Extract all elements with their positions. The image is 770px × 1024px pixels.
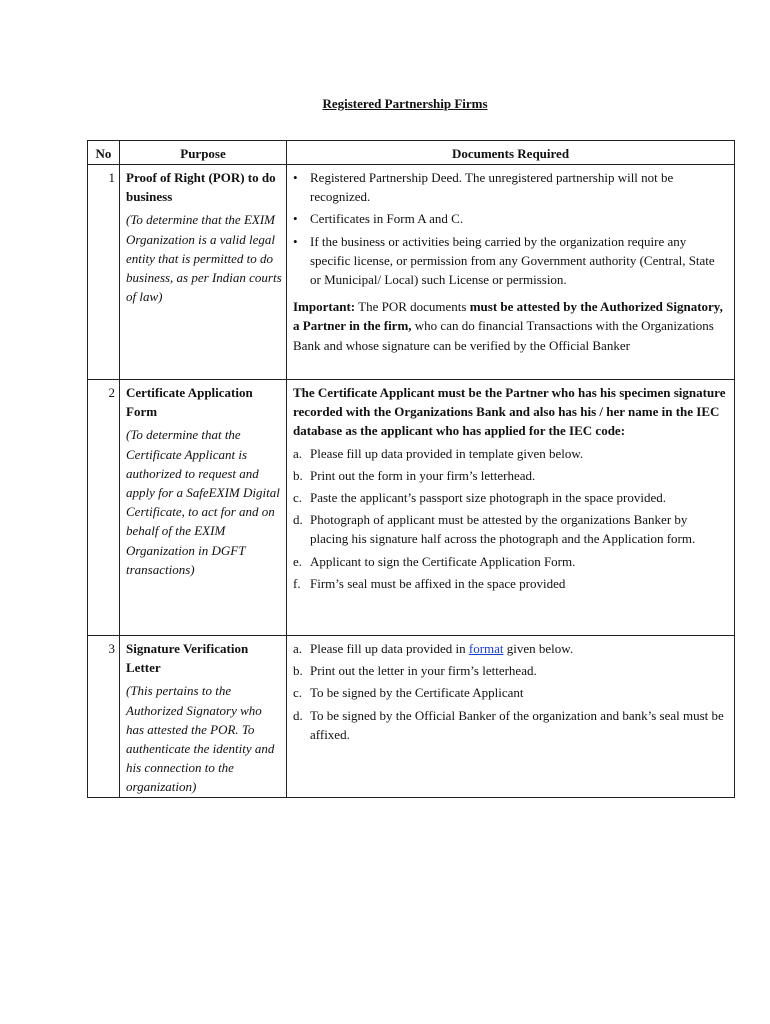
important-bold-text: must be attested by the Authorized Signatory, a Partner in the firm, [293,299,723,334]
list-item-text-end: given below. [503,641,574,656]
list-marker: e. [293,553,303,569]
list-item-text: Paste the applicant’s passport size photograph in the space provided. [310,490,666,506]
list-item-text: Print out the form in your firm’s letterhead. [310,467,536,483]
purpose-description: (To determine that the Certificate Applicant is authorized to request and apply for a SafeEXIM Digital Certificate, to act for and on behalf of the EXIM Organization in DGFT transactions) [126,427,280,577]
applicant-requirement: The Certificate Applicant must be the Partner who has his specimen signature recorded with the Organizations Bank and also has his / her name in the IEC database as the applicant who has applied for the IEC code: [293,385,726,439]
list-item [293,232,728,290]
list-item [293,488,728,507]
list-item [293,706,728,744]
list-item-text: Please fill up data provided in template given below. [310,445,584,461]
list-marker: a. [293,445,303,461]
list-item-text: Registered Partnership Deed. The unregistered partnership will not be recognized. [310,170,674,205]
documents-cell [287,636,735,798]
header-documents: Documents Required [287,141,735,165]
list-item [293,639,728,658]
important-text: The POR documents [355,299,470,315]
format-link[interactable]: format [468,641,504,656]
list-marker: d. [293,707,303,723]
row-number: 1 [88,165,120,380]
table-row [88,636,735,798]
purpose-description: (This pertains to the Authorized Signatory who has attested the POR. To authenticate the identity and his connection to the organization) [126,683,275,795]
documents-list [293,168,728,289]
documents-cell [287,380,735,636]
list-item-text: Applicant to sign the Certificate Application Form. [310,553,576,569]
list-item [293,466,728,485]
documents-cell [287,165,735,380]
list-item [293,552,728,571]
list-item-text: Please fill up data provided in [310,641,469,656]
purpose-title: Proof of Right (POR) to do business [126,170,276,205]
list-marker: a. [293,641,303,656]
documents-list [293,639,728,744]
list-item-text: Photograph of applicant must be attested by the organizations Banker by placing his signature half across the photograph and the Application form. [310,512,696,547]
header-no: No [88,141,120,165]
table-row [88,165,735,380]
list-marker: d. [293,512,303,528]
list-marker: c. [293,490,303,506]
list-item [293,168,728,206]
purpose-cell [120,380,287,636]
list-item-text: Print out the letter in your firm’s letterhead. [310,663,537,679]
list-item [293,209,728,228]
bullet-icon: • [293,170,298,185]
page-title: Registered Partnership Firms [322,96,488,111]
purpose-title: Certificate Application Form [126,385,253,420]
purpose-cell [120,636,287,798]
list-item-text: If the business or activities being carried by the organization require any specific license, or permission from any Government authority (Central, State or Municipal/ Local) such License or permission. [310,233,715,288]
list-marker: f. [293,575,301,591]
table-row [88,380,735,636]
row-number: 2 [88,380,120,636]
list-item-text: Certificates in Form A and C. [310,211,464,227]
important-text-end: who can do financial Transactions with the Organizations Bank and whose signature can be verified by the Official Banker [293,318,714,353]
documents-table [87,140,735,798]
header-purpose: Purpose [120,141,287,165]
purpose-title: Signature Verification Letter [126,641,249,676]
list-item [293,444,728,463]
table-header-row [88,141,735,165]
bullet-icon: • [293,233,298,249]
important-note [293,297,728,355]
list-item [293,510,728,548]
list-item-text: Firm’s seal must be affixed in the space provided [310,575,566,591]
list-marker: c. [293,685,303,701]
list-item [293,683,728,702]
important-label: Important: [293,299,356,315]
list-item [293,574,728,593]
purpose-cell [120,165,287,380]
list-marker: b. [293,467,303,483]
documents-list [293,444,728,593]
list-marker: b. [293,663,303,679]
list-item-text: To be signed by the Official Banker of the organization and bank’s seal must be affixed. [310,707,724,742]
row-number: 3 [88,636,120,798]
bullet-icon: • [293,211,298,227]
purpose-description: (To determine that the EXIM Organization is a valid legal entity that is permitted to do business, as per Indian courts of law) [126,212,282,305]
list-item-text: To be signed by the Certificate Applicant [310,685,524,701]
list-item [293,661,728,680]
